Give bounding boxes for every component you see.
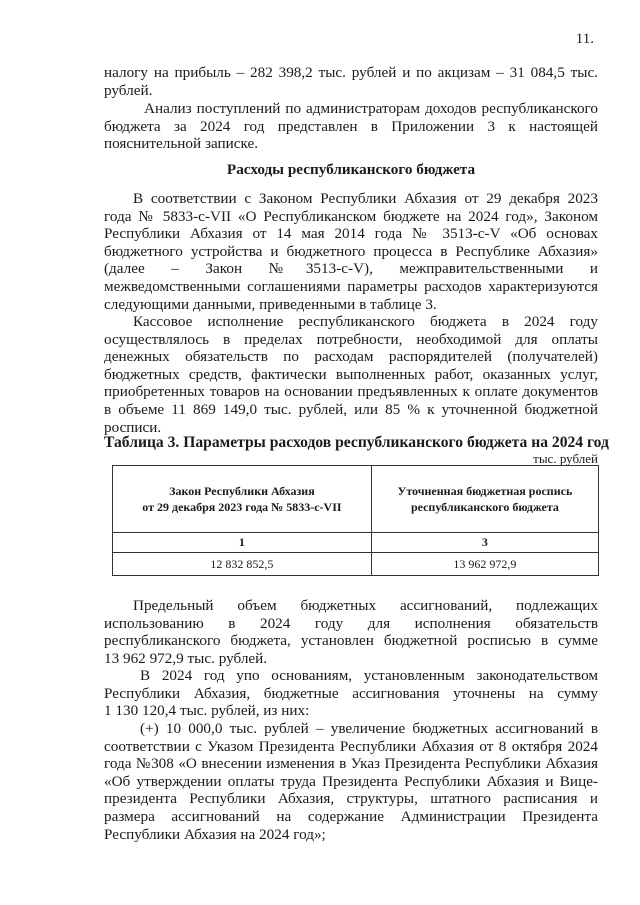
text-line: пояснительной записке. — [104, 135, 259, 153]
section-heading: Расходы республиканского бюджета — [226, 161, 476, 178]
text-line: республиканского бюджета, установлен бюджетной росписью в сумме — [104, 632, 598, 650]
text-line: росписи. — [104, 418, 162, 436]
text-line: в объеме 11 869 149,0 тыс. рублей, или 85 % к уточненной бюджетной — [104, 400, 598, 418]
text-line: года №308 «О внесении изменения в Указ Президента Республики Абхазия — [104, 755, 598, 773]
column-number-row — [113, 533, 599, 553]
page-number: 11. — [575, 31, 594, 47]
text-line: года № 5833-с-VII «О Республиканском бюджете на 2024 год», Законом — [104, 207, 598, 225]
text-line: денежных обязательств по расходам распорядителей (получателей) — [104, 348, 598, 366]
paragraph-limit — [104, 597, 598, 667]
text-line: использованию в 2024 году для исполнения обязательств — [104, 614, 598, 632]
text-line: бюджета за 2024 год представлен в Приложении 3 к настоящей — [104, 117, 598, 135]
expenditure-table — [112, 465, 599, 576]
header-cell: Закон Республики Абхазия от 29 декабря 2023 года № 5833-с-VII — [113, 466, 372, 533]
text-line: (далее – Закон №3513-с-V), межправительственными и — [104, 260, 598, 278]
text-line: соответствии с Указом Президента Республики Абхазия от 8 октября 2024 — [104, 737, 598, 755]
paragraph-cash-execution — [104, 313, 598, 436]
text-line: Республики Абхазия на 2024 год»; — [104, 825, 326, 843]
table-units: тыс. рублей — [533, 451, 598, 466]
text-line: Республики Абхазия от 14 мая 2014 года № 3513-с-V «Об основах — [104, 225, 598, 243]
text-line: Анализ поступлений по администраторам доходов республиканского — [144, 100, 598, 117]
text-line: Предельный объем бюджетных ассигнований, подлежащих — [133, 597, 598, 614]
text-line: 13 962 972,9 тыс. рублей. — [104, 649, 268, 667]
table-row — [113, 553, 599, 576]
paragraph-analysis — [104, 100, 598, 153]
text-line: «Об утверждении оплаты труда Президента Республики Абхазия и Вице- — [104, 772, 598, 790]
text-line: размера ассигнований на содержание Администрации Президента — [104, 807, 598, 825]
paragraph-adjustment — [104, 667, 598, 720]
paragraph-law — [104, 190, 598, 313]
text-line: межведомственными соглашениями параметры расходов характеризуются — [104, 277, 598, 295]
text-line: Кассовое исполнение республиканского бюджета в 2024 году — [133, 313, 598, 330]
table-title: Таблица 3. Параметры расходов республиканского бюджета на 2024 год — [104, 434, 609, 451]
text-line: Республики Абхазия, бюджетные ассигнования уточнены на сумму — [104, 684, 598, 702]
text-line: В соответствии с Законом Республики Абхазия от 29 декабря 2023 — [133, 190, 598, 207]
column-number-cell: 1 — [113, 533, 372, 553]
text-line: следующими данными, приведенными в таблице 3. — [104, 295, 437, 313]
text-line: осуществлялось в пределах потребности, необходимой для оплаты — [104, 330, 598, 348]
header-cell: Уточненная бюджетная роспись республиканского бюджета — [371, 466, 598, 533]
value-cell: 12 832 852,5 — [113, 553, 372, 576]
text-line: бюджетных средств, фактически выполненных работ, оказанных услуг, — [104, 365, 598, 383]
text-line: приобретенных товаров на основании предъявленных к оплате документов — [104, 383, 598, 401]
text-line: налогу на прибыль – 282 398,2 тыс. рублей и по акцизам – 31 084,5 тыс. — [104, 64, 598, 81]
value-cell: 13 962 972,9 — [371, 553, 598, 576]
text-line: президента Республики Абхазия, структуры, штатного расписания и — [104, 790, 598, 808]
paragraph-item-1 — [104, 720, 598, 843]
text-line: 1 130 120,4 тыс. рублей, из них: — [104, 702, 310, 720]
text-line: бюджетного устройства и бюджетного процесса в Республике Абхазия» — [104, 242, 598, 260]
paragraph-intro — [104, 64, 598, 99]
text-line: В 2024 год упо основаниям, установленным законодательством — [140, 667, 598, 684]
column-number-cell: 3 — [371, 533, 598, 553]
table-header-row — [113, 466, 599, 533]
text-line: (+) 10 000,0 тыс. рублей – увеличение бюджетных ассигнований в — [140, 720, 598, 737]
text-line: рублей. — [104, 81, 153, 99]
